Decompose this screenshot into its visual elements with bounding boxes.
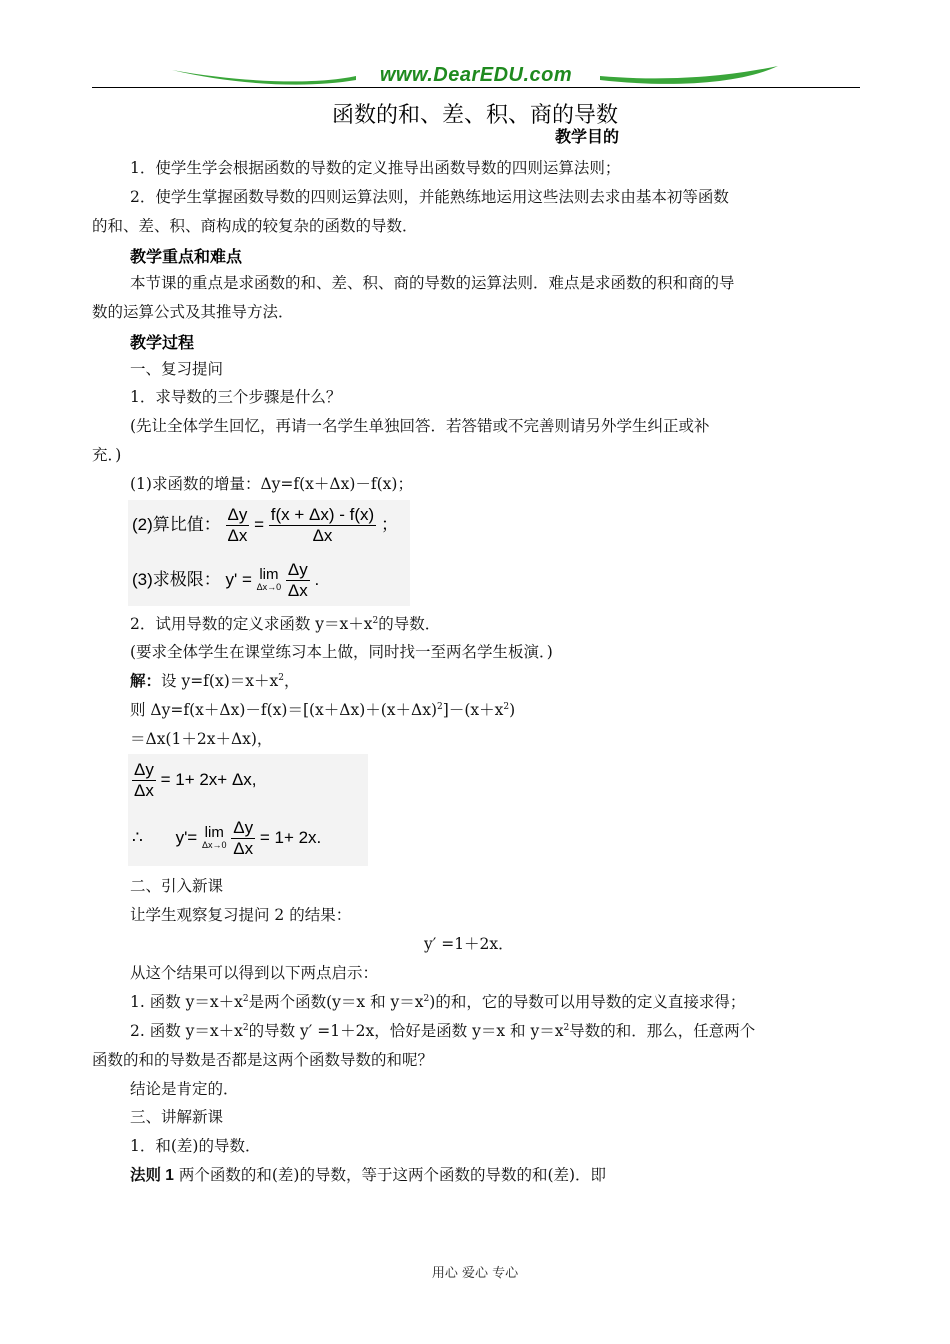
step-2-lhs-num: Δy [227,505,248,524]
insight-2c: 导数的和．那么，任意两个 [569,1022,756,1040]
step-3-yprime: y' = [225,569,252,589]
solution-fraction [132,760,257,801]
solution-line-1 [130,671,300,692]
question-2-tail: 的导数． [378,615,441,633]
solution-2-tail: ) [509,701,516,719]
sup: 2 [423,993,430,1004]
therefore-symbol: ∴ [132,827,143,847]
solution-1-text: 设 y=f(x)＝x＋x [161,672,279,690]
solution-label: 解： [130,673,162,690]
step-3-end: . [314,569,320,589]
sup: 2 [503,701,510,712]
step-2-rhs-den: Δx [312,526,333,545]
conclusion: 结论是肯定的． [130,1080,239,1098]
sol-lim-yprime: y'= [175,827,198,847]
sup: 2 [242,993,249,1004]
goal-2b: 的和、差、积、商构成的较复杂的函数的导数． [92,217,418,235]
question-2 [130,614,440,634]
rule-1 [130,1165,606,1186]
sol-lim-sub: Δx→0 [201,839,227,850]
step-3-label: (3)求极限： [132,569,221,589]
step-3-formula [132,560,319,601]
solution-2-mid: ]－(x＋x [442,701,504,719]
sol-lim-num: Δy [233,818,254,837]
insight-1b: 是两个函数(y＝x 和 y＝x [248,993,424,1011]
sup: 2 [242,1022,249,1033]
solution-1-tail: ， [283,672,300,690]
sup: 2 [372,615,379,626]
insight-2b: 的导数 y′ =1＋2x，恰好是函数 y＝x 和 y＝x [248,1022,564,1040]
sum-difference-heading: 1．和(差)的导数． [130,1137,261,1155]
solution-line-3: ＝Δx(1＋2x＋Δx)， [130,730,273,748]
key-text-a: 本节课的重点是求函数的和、差、积、商的导数的运算法则．难点是求函数的积和商的导 [130,274,735,292]
step-2-label: (2)算比值： [132,514,221,534]
sup: 2 [278,672,284,683]
step-3-lim-sub: Δx→0 [256,581,282,592]
insight-1a: 1. 函数 y＝x＋x [130,993,243,1011]
insight-heading: 从这个结果可以得到以下两点启示： [130,964,379,982]
sol-frac-den: Δx [134,781,154,800]
sup: 2 [563,1022,570,1033]
sol-lim-rhs: = 1+ 2x. [259,827,322,847]
question-1-note-b: 充．) [92,446,122,464]
question-2-note: (要求全体学生在课堂练习本上做，同时找一至两名学生板演．) [130,643,553,661]
insight-2a: 2. 函数 y＝x＋x [130,1022,243,1040]
sol-lim-lim: lim [204,823,224,841]
insight-2d: 函数的和的导数是否都是这两个函数导数的和呢？ [92,1051,434,1069]
page-title: 函数的和、差、积、商的导数 [331,103,618,128]
section-key-heading: 教学重点和难点 [130,249,243,266]
sol-frac-rhs: = 1+ 2x+ Δx, [160,769,257,789]
sup: 2 [437,701,443,712]
result-formula: y′ =1＋2x． [424,935,514,953]
site-logo[interactable]: www.DearEDU.com [379,64,573,86]
section-process-heading: 教学过程 [130,335,195,352]
goal-2a: 2．使学生掌握函数导数的四则运算法则，并能熟练地运用这些法则去求由基本初等函数 [130,188,729,206]
step-3-lim: lim [259,565,279,583]
question-2-text: 2．试用导数的定义求函数 y＝x＋x [130,615,373,633]
insight-1c: )的和，它的导数可以用导数的定义直接求得； [429,993,746,1011]
observe-text: 让学生观察复习提问 2 的结果： [130,906,352,924]
step-2-rhs-num: f(x + Δx) - f(x) [270,505,375,524]
step-2-end: ； [380,514,398,534]
new-lesson-heading: 二、引入新课 [130,877,224,895]
step-2-formula [132,505,398,546]
step-1: (1)求函数的增量：Δy=f(x＋Δx)－f(x)； [130,475,413,493]
step-3-num: Δy [287,560,308,579]
step-2-lhs-den: Δx [227,526,248,545]
sol-frac-num: Δy [134,760,154,779]
lecture-heading: 三、讲解新课 [130,1108,224,1126]
footer-text: 用心 爱心 专心 [431,1266,519,1281]
header-rule [92,87,860,88]
review-heading: 一、复习提问 [130,360,224,378]
insight-1 [130,992,745,1012]
rule-1-text: 两个函数的和(差)的导数，等于这两个函数的导数的和(差)．即 [173,1166,607,1184]
rule-1-label: 法则 1 [130,1167,174,1184]
section-goals-heading: 教学目的 [555,129,620,146]
solution-2-text: 则 Δy=f(x＋Δx)－f(x)＝[(x＋Δx)＋(x＋Δx) [130,701,438,719]
goal-1: 1．使学生学会根据函数的导数的定义推导出函数导数的四则运算法则； [130,159,621,177]
question-1-note-a: (先让全体学生回忆，再请一名学生单独回答．若答错或不完善则请另外学生纠正或补 [130,417,710,435]
step-3-den: Δx [287,581,308,600]
sol-lim-den: Δx [233,839,254,858]
solution-line-2 [130,700,515,720]
step-2-eq: = [254,514,265,534]
question-1: 1．求导数的三个步骤是什么？ [130,388,342,406]
insight-2 [130,1021,755,1041]
solution-limit [132,818,321,859]
key-text-b: 数的运算公式及其推导方法． [92,303,294,321]
